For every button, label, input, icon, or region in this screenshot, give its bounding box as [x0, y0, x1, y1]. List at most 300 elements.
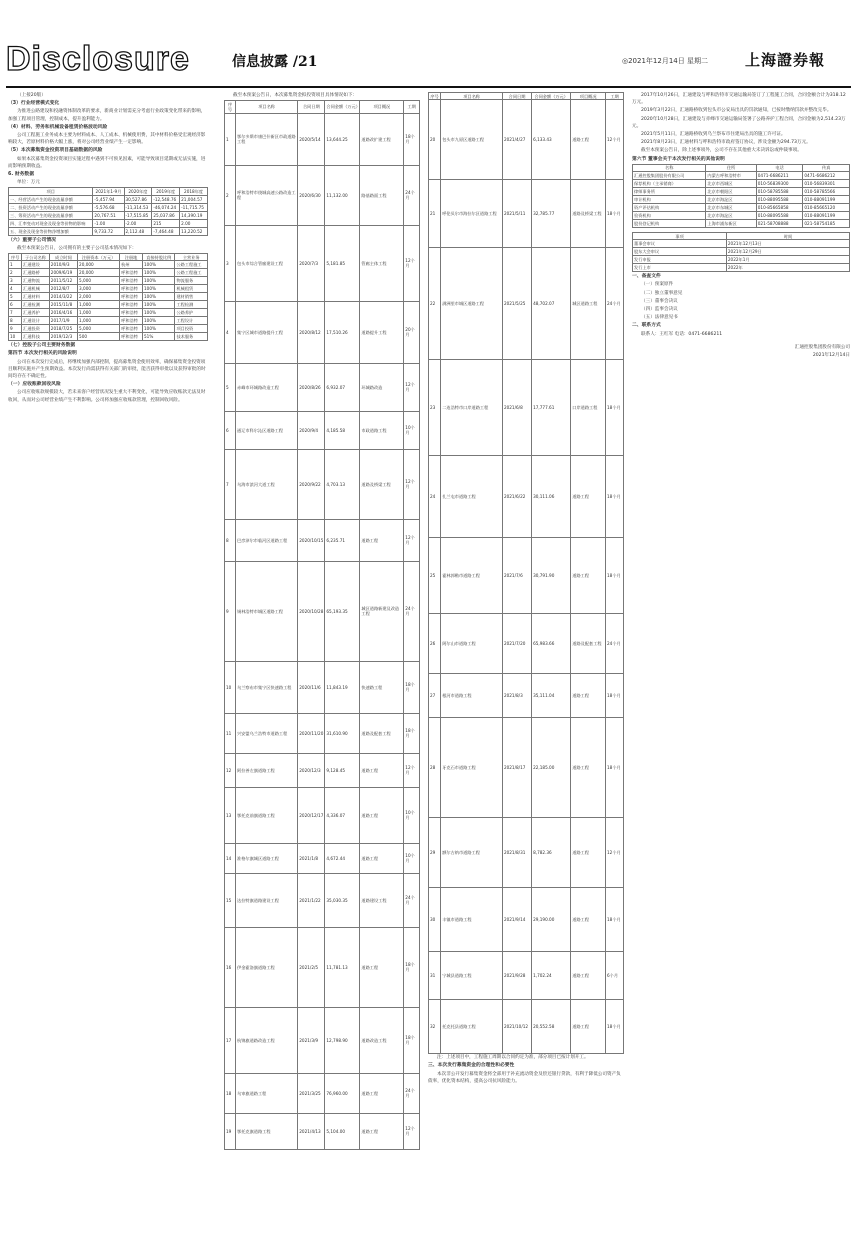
- table-cell: 18个月: [606, 538, 624, 614]
- table-cell: 2020/12/17: [298, 787, 325, 843]
- table-cell: 10个月: [404, 787, 420, 843]
- table-cell: 2021/4/13: [298, 1113, 325, 1149]
- table-row: [225, 301, 420, 363]
- schedule-table: [632, 232, 850, 272]
- table-cell: 500: [78, 333, 120, 341]
- table-header-cell: 合同日期: [298, 101, 325, 113]
- table-cell: 010-85665120: [803, 204, 850, 212]
- table-header-cell: 住所: [706, 164, 756, 171]
- table-cell: 30,791.90: [532, 538, 571, 614]
- unit-label: 单位：万元: [17, 180, 40, 186]
- table-cell: 道路及桥梁工程: [360, 449, 404, 519]
- table-cell: 010-58785588: [756, 188, 803, 196]
- table-cell: 30,527.86: [124, 195, 152, 203]
- table-cell: 4: [225, 301, 236, 363]
- table-row: [9, 269, 208, 277]
- table-cell: 工程设计: [175, 317, 208, 325]
- table-cell: 宁城县道路工程: [441, 952, 503, 1000]
- project-table-1: [224, 100, 420, 1149]
- table-cell: 2020/10/28: [298, 561, 325, 661]
- table-cell: 托克托县道路工程: [441, 1000, 503, 1054]
- heading: 6. 财务数据: [8, 172, 35, 178]
- table-cell: 18个月: [404, 713, 420, 753]
- table-cell: 呼和浩特: [120, 285, 143, 293]
- paragraph: 截至本预案公告日，除上述事项外，公司不存在其他重大未决诉讼或仲裁事项。: [641, 148, 802, 154]
- table-row: [429, 360, 624, 456]
- table-row: [429, 674, 624, 718]
- table-cell: 道路工程: [571, 538, 606, 614]
- table-row: [633, 248, 850, 256]
- table-cell: -11,314.53: [124, 203, 152, 211]
- table-cell: 赤峰市环城路改造工程: [236, 363, 298, 411]
- table-cell: 2021/1/22: [298, 873, 325, 927]
- table-cell: -46,074.24: [152, 203, 180, 211]
- table-cell: 2020/11/20: [298, 713, 325, 753]
- table-cell: 2020/6/30: [298, 165, 325, 225]
- table-cell: 2020/8/12: [298, 301, 325, 363]
- table-cell: 工程检测: [175, 301, 208, 309]
- table-cell: 1,000: [78, 309, 120, 317]
- table-cell: 20: [429, 100, 441, 180]
- table-cell: 2020/9/22: [298, 449, 325, 519]
- table-cell: 6,235.71: [325, 519, 360, 561]
- table-cell: 25: [429, 538, 441, 614]
- table-cell: 3: [225, 225, 236, 301]
- table-cell: 阿尔山市道路工程: [441, 614, 503, 674]
- column-4: [632, 92, 850, 1250]
- table-cell: 2018/7/25: [49, 325, 77, 333]
- paragraph: 截至本预案公告日，本次募集资金拟投资项目具体情况如下：: [233, 93, 358, 98]
- paragraph: 2021年5月11日，汇通路桥收到乌兰察布市住建局出具的施工许可证。: [641, 132, 786, 138]
- table-cell: 通辽市科尔沁区道路工程: [236, 411, 298, 449]
- table-cell: 2,000: [78, 293, 120, 301]
- table-cell: 35,030.35: [325, 873, 360, 927]
- table-cell: 2021/6/8: [502, 360, 531, 456]
- table-cell: 汇通建设: [22, 261, 50, 269]
- table-header-cell: 2020年度: [124, 188, 152, 195]
- table-cell: 10: [9, 333, 22, 341]
- table-cell: 2021/9/14: [502, 888, 531, 952]
- table-cell: 18个月: [404, 1007, 420, 1073]
- table-cell: 根河市道路工程: [441, 674, 503, 718]
- table-cell: 100%: [142, 285, 174, 293]
- table-cell: 道路工程: [360, 1073, 404, 1113]
- table-cell: 010-58785566: [803, 188, 850, 196]
- heading: （5）本次募集资金投资项目基础数据的风险: [8, 148, 103, 154]
- table-header-cell: 项目: [9, 188, 93, 195]
- table-cell: 100%: [142, 301, 174, 309]
- column-1: [8, 92, 208, 1250]
- table-cell: 二连浩特市口岸道路工程: [441, 360, 503, 456]
- table-row: [225, 411, 420, 449]
- list-item: （一）预案原件: [641, 282, 674, 288]
- table-cell: 18个月: [606, 718, 624, 818]
- table-cell: -17,515.85: [124, 211, 152, 219]
- table-row: [633, 204, 850, 212]
- table-cell: 1,000: [78, 301, 120, 309]
- table-row: [429, 818, 624, 888]
- table-cell: 5,104.00: [325, 1113, 360, 1149]
- table-cell: 2020/10/15: [298, 519, 325, 561]
- section-title: 信息披露 /21: [232, 54, 318, 70]
- table-cell: 215: [152, 219, 180, 227]
- table-row: [225, 661, 420, 713]
- table-row: [429, 614, 624, 674]
- table-cell: 010-88095588: [756, 196, 803, 204]
- table-cell: 1: [9, 261, 22, 269]
- table-cell: 2021/1/8: [298, 843, 325, 873]
- table-cell: 100%: [142, 293, 174, 301]
- table-row: [9, 317, 208, 325]
- table-cell: 董事会审议: [633, 240, 727, 248]
- table-cell: 公路工程施工: [175, 261, 208, 269]
- table-row: [9, 325, 208, 333]
- table-row: [429, 100, 624, 180]
- table-cell: 鄂托克旗道路工程: [236, 1113, 298, 1149]
- table-cell: 24个月: [404, 165, 420, 225]
- table-cell: 股东大会审议: [633, 248, 727, 256]
- table-cell: 2015/11/8: [49, 301, 77, 309]
- table-cell: 霍林郭勒市道路工程: [441, 538, 503, 614]
- table-cell: 11,843.19: [325, 661, 360, 713]
- table-cell: -2.00: [124, 219, 152, 227]
- table-cell: 010-88091199: [803, 196, 850, 204]
- table-cell: -12,548.76: [152, 195, 180, 203]
- table-cell: 3,000: [78, 285, 120, 293]
- table-cell: 12,798.90: [325, 1007, 360, 1073]
- table-cell: 24个月: [404, 873, 420, 927]
- table-cell: 2021/6/22: [502, 456, 531, 538]
- table-cell: 2021/3/25: [298, 1073, 325, 1113]
- table-cell: 道路工程: [571, 818, 606, 888]
- table-row: [225, 113, 420, 165]
- table-cell: 2021/8/3: [502, 674, 531, 718]
- paragraph: 2017年10月26日，汇通建设与呼和浩特市交通运输局签订了工程施工合同，合同金额合计为318.12万元。: [632, 93, 846, 106]
- table-header-cell: 事项: [633, 233, 727, 240]
- table-cell: 呼和浩特: [120, 301, 143, 309]
- table-row: [633, 220, 850, 228]
- table-cell: 快速路工程: [360, 661, 404, 713]
- table-cell: 9: [9, 325, 22, 333]
- table-cell: 32,785.77: [532, 180, 571, 248]
- table-cell: 道路工程: [360, 753, 404, 787]
- table-cell: 呼和浩特市绕城高速公路改造工程: [236, 165, 298, 225]
- table-cell: 杭锦旗道路改造工程: [236, 1007, 298, 1073]
- table-row: [429, 248, 624, 360]
- table-row: [9, 227, 208, 235]
- table-row: [633, 212, 850, 220]
- table-header-cell: 注册地: [120, 254, 143, 261]
- table-cell: 6个月: [606, 952, 624, 1000]
- table-cell: 12个月: [606, 100, 624, 180]
- table-header-cell: 主营业务: [175, 254, 208, 261]
- table-cell: 2021/10/12: [502, 1000, 531, 1054]
- table-cell: 2020/11/6: [298, 661, 325, 713]
- table-cell: 48,702.07: [532, 248, 571, 360]
- table-cell: -5,576.68: [93, 203, 124, 211]
- table-cell: 2021/4/27: [502, 100, 531, 180]
- table-row: [9, 285, 208, 293]
- table-cell: 010-56839300: [756, 180, 803, 188]
- table-cell: 13,644.25: [325, 113, 360, 165]
- table-cell: 公路养护: [175, 309, 208, 317]
- table-row: [225, 1073, 420, 1113]
- table-cell: 100%: [142, 309, 174, 317]
- table-cell: 2: [9, 269, 22, 277]
- list-item: （五）法律意见书: [641, 315, 678, 321]
- table-row: [225, 363, 420, 411]
- table-cell: 建材销售: [175, 293, 208, 301]
- document-list: [632, 281, 850, 321]
- table-cell: 7: [225, 449, 236, 519]
- table-cell: 27: [429, 674, 441, 718]
- table-cell: 13,220.52: [180, 227, 208, 235]
- table-cell: 2021/5/25: [502, 248, 531, 360]
- table-cell: 18个月: [606, 180, 624, 248]
- table-cell: 集宁区城市道路提升工程: [236, 301, 298, 363]
- table-cell: 28: [429, 718, 441, 818]
- masthead: [0, 0, 857, 80]
- table-cell: 2009/6/19: [49, 269, 77, 277]
- table-cell: 股份登记机构: [633, 220, 706, 228]
- table-cell: 19: [225, 1113, 236, 1149]
- table-cell: 城区道路新建及改造工程: [360, 561, 404, 661]
- table-header-cell: 序号: [9, 254, 22, 261]
- table-cell: 五、现金及现金等价物净增加额: [9, 227, 93, 235]
- table-cell: 三、筹资活动产生的现金流量净额: [9, 211, 93, 219]
- table-cell: 29: [429, 818, 441, 888]
- table-row: [429, 1000, 624, 1054]
- table-cell: 汇通养护: [22, 309, 50, 317]
- table-header-cell: 项目概况: [360, 101, 404, 113]
- table-row: [225, 561, 420, 661]
- table-cell: 6: [225, 411, 236, 449]
- table-row: [9, 277, 208, 285]
- contact-info: 联系人：王红军 电话：0471-6686211: [641, 331, 723, 337]
- paper-title: 上海證券報: [745, 51, 826, 69]
- table-row: [225, 165, 420, 225]
- table-cell: 11: [225, 713, 236, 753]
- table-cell: 准格尔旗城区道路工程: [236, 843, 298, 873]
- table-cell: 2: [225, 165, 236, 225]
- table-cell: 道路工程: [360, 927, 404, 1007]
- table-cell: 口岸道路工程: [571, 360, 606, 456]
- table-cell: 5,181.85: [325, 225, 360, 301]
- table-header-cell: 传真: [803, 164, 850, 171]
- table-cell: 2,112.48: [124, 227, 152, 235]
- table-cell: 乌审旗道路工程: [236, 1073, 298, 1113]
- table-cell: 30,111.06: [532, 456, 571, 538]
- table-cell: 2021/5/11: [502, 180, 531, 248]
- table-header-cell: 2019年度: [152, 188, 180, 195]
- table-cell: 4,185.58: [325, 411, 360, 449]
- table-row: [225, 873, 420, 927]
- heading: 二、联系方式: [632, 323, 661, 329]
- table-cell: 32: [429, 1000, 441, 1054]
- table-cell: 18个月: [606, 1000, 624, 1054]
- table-cell: 道路提升工程: [360, 301, 404, 363]
- table-row: [9, 219, 208, 227]
- table-cell: 11,132.00: [325, 165, 360, 225]
- table-cell: 18个月: [404, 927, 420, 1007]
- table-cell: 2020/7/3: [298, 225, 325, 301]
- table-cell: 20,767.51: [93, 211, 124, 219]
- heading: 一、备查文件: [632, 274, 661, 280]
- brand-logo: Disclosure: [6, 40, 190, 78]
- table-cell: 道路工程: [571, 1000, 606, 1054]
- table-cell: 65,193.35: [325, 561, 360, 661]
- table-cell: 15: [225, 873, 236, 927]
- table-row: [9, 195, 208, 203]
- table-row: [429, 180, 624, 248]
- table-cell: 2020/8/26: [298, 363, 325, 411]
- table-cell: 2021/8/31: [502, 818, 531, 888]
- table-cell: 4,672.44: [325, 843, 360, 873]
- table-cell: 20个月: [404, 301, 420, 363]
- table-cell: 021-58754185: [803, 220, 850, 228]
- table-cell: -7,464.48: [152, 227, 180, 235]
- table-cell: 道路工程: [360, 519, 404, 561]
- table-row: [633, 264, 850, 272]
- table-cell: 12个月: [404, 1113, 420, 1149]
- table-cell: 6: [9, 301, 22, 309]
- project-table-2: [428, 92, 624, 1054]
- table-header-cell: 序号: [225, 101, 236, 113]
- table-cell: 12个月: [404, 753, 420, 787]
- table-cell: 21: [429, 180, 441, 248]
- table-cell: 2011/5/12: [49, 277, 77, 285]
- table-cell: 包头市综合管廊建设工程: [236, 225, 298, 301]
- table-cell: 021-58708888: [756, 220, 803, 228]
- table-cell: 100%: [142, 269, 174, 277]
- table-cell: 26: [429, 614, 441, 674]
- table-row: [633, 188, 850, 196]
- table-cell: 道路及配套工程: [360, 713, 404, 753]
- table-cell: 发行上市: [633, 264, 727, 272]
- table-cell: 包头市九原区道路工程: [441, 100, 503, 180]
- table-cell: 汇通物流: [22, 277, 50, 285]
- table-cell: 51%: [142, 333, 174, 341]
- heading: 三、本次发行募集资金的合理性和必要性: [428, 1063, 515, 1069]
- table-cell: 道路及配套工程: [571, 614, 606, 674]
- table-header-cell: 合同日期: [502, 93, 531, 100]
- table-cell: 北京市西城区: [706, 180, 756, 188]
- table-row: [633, 196, 850, 204]
- table-cell: 14: [225, 843, 236, 873]
- heading: 第四节 本次发行相关的风险说明: [8, 351, 77, 357]
- table-cell: 路基路面工程: [360, 165, 404, 225]
- signature-company: 汇通控股集团股份有限公司: [794, 344, 850, 350]
- table-cell: 18个月: [606, 456, 624, 538]
- table-header-cell: 项目名称: [441, 93, 503, 100]
- column-3: [428, 92, 624, 1250]
- heading: （六）重要子公司情况: [8, 237, 56, 243]
- table-cell: 010-85665858: [756, 204, 803, 212]
- table-row: [429, 952, 624, 1000]
- table-cell: 2.00: [180, 219, 208, 227]
- table-row: [9, 211, 208, 219]
- table-cell: -11,715.75: [180, 203, 208, 211]
- table-cell: 满洲里市城区道路工程: [441, 248, 503, 360]
- table-cell: 汇通机械: [22, 285, 50, 293]
- table-row: [633, 180, 850, 188]
- table-cell: 5: [225, 363, 236, 411]
- table-header-cell: 注册资本（万元）: [78, 254, 120, 261]
- heading: 第六节 董事会关于本次发行相关的其他说明: [632, 156, 725, 162]
- table-cell: -1.00: [93, 219, 124, 227]
- table-cell: 17,510.26: [325, 301, 360, 363]
- table-header-cell: 工期: [404, 101, 420, 113]
- table-cell: 16: [225, 927, 236, 1007]
- table-cell: 24个月: [606, 614, 624, 674]
- table-cell: 二、投资活动产生的现金流量净额: [9, 203, 93, 211]
- table-cell: 11,781.13: [325, 927, 360, 1007]
- table-row: [429, 456, 624, 538]
- table-cell: 汇通材料: [22, 293, 50, 301]
- table-row: [9, 203, 208, 211]
- table-row: [225, 843, 420, 873]
- table-cell: 汇通科技: [22, 333, 50, 341]
- table-cell: 18个月: [404, 113, 420, 165]
- table-cell: 30: [429, 888, 441, 952]
- paragraph: 截至本预案公告日，公司拥有的主要子公司基本情况如下：: [17, 245, 137, 251]
- table-cell: 18: [225, 1073, 236, 1113]
- table-cell: 9: [225, 561, 236, 661]
- table-cell: 1,000: [78, 317, 120, 325]
- table-cell: 10个月: [404, 411, 420, 449]
- table-cell: 环城路改造: [360, 363, 404, 411]
- table-note: 注：上述项目中，工程施工周期以合同约定为准，部分项目已按计划开工。: [437, 1055, 589, 1061]
- table-cell: 12个月: [404, 449, 420, 519]
- table-row: [225, 519, 420, 561]
- table-row: [429, 888, 624, 952]
- table-cell: 12个月: [606, 818, 624, 888]
- table-cell: 2017/1/9: [49, 317, 77, 325]
- table-cell: 0471-6686212: [803, 172, 850, 180]
- table-cell: 8,782.36: [532, 818, 571, 888]
- table-cell: 8: [225, 519, 236, 561]
- table-cell: 阿拉善左旗道路工程: [236, 753, 298, 787]
- table-cell: 8: [9, 317, 22, 325]
- finance-table: [8, 187, 208, 235]
- table-cell: 65,983.66: [532, 614, 571, 674]
- table-cell: 20,552.58: [532, 1000, 571, 1054]
- table-cell: 道路工程: [360, 1113, 404, 1149]
- table-cell: 2010/9/3: [49, 261, 77, 269]
- table-cell: 31: [429, 952, 441, 1000]
- table-cell: 18个月: [404, 661, 420, 713]
- table-header-cell: 电话: [756, 164, 803, 171]
- table-cell: 达拉特旗道路建设工程: [236, 873, 298, 927]
- table-cell: 100%: [142, 325, 174, 333]
- table-cell: 一、经营活动产生的现金流量净额: [9, 195, 93, 203]
- table-cell: 6,133.43: [532, 100, 571, 180]
- table-cell: 北京市朝阳区: [706, 188, 756, 196]
- table-cell: 20,000: [78, 269, 120, 277]
- table-cell: 额尔古纳市道路工程: [441, 818, 503, 888]
- table-cell: 18个月: [606, 674, 624, 718]
- table-cell: 2021/7/6: [502, 538, 531, 614]
- table-header-cell: 序号: [430, 93, 439, 99]
- table-cell: 呼和浩特: [120, 293, 143, 301]
- table-cell: 2020/12/3: [298, 753, 325, 787]
- table-row: [429, 718, 624, 818]
- table-cell: 机械租赁: [175, 285, 208, 293]
- table-cell: 4,703.13: [325, 449, 360, 519]
- table-cell: 汇通检测: [22, 301, 50, 309]
- table-cell: 公路工程施工: [175, 269, 208, 277]
- table-cell: 北京市海淀区: [706, 212, 756, 220]
